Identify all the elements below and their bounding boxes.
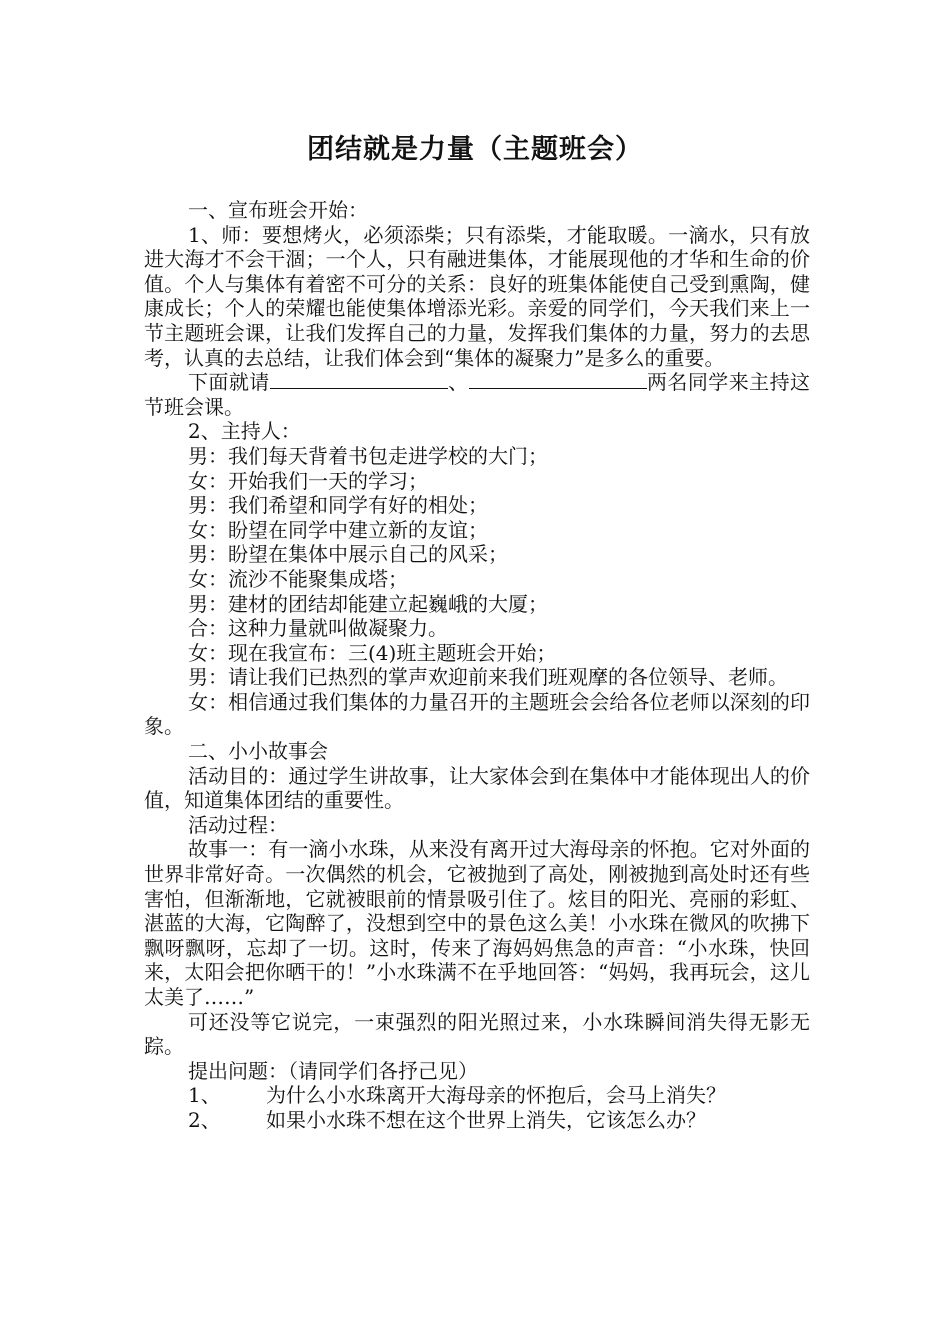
document-body (144, 198, 810, 1133)
activity-process-heading: 活动过程： (188, 812, 288, 837)
section-heading-story: 二、小小故事会 (188, 739, 328, 764)
dialogue-line: 女：相信通过我们集体的力量召开的主题班会会给各位老师以深刻的印象。 (144, 689, 810, 739)
question-text: 为什么小水珠离开大海母亲的怀抱后，会马上消失？ (266, 1083, 726, 1108)
host-invite-separator: 、 (447, 370, 469, 395)
dialogue-line: 男：我们希望和同学有好的相处； (188, 493, 488, 518)
story-one-paragraph: 故事一：有一滴小水珠，从来没有离开过大海母亲的怀抱。它对外面的世界非常好奇。一次偶然的机会，它被抛到了高处，刚被抛到高处时还有些害怕，但渐渐地，它就被眼前的情景吸引住了。炫目的阳光、亮丽的彩虹、湛蓝的大海，它陶醉了，没想到空中的景色这么美！小水珠在微风的吹拂下飘呀飘呀，忘却了一切。这时，传来了海妈妈焦急的声音：“小水珠，快回来，太阳会把你晒干的！”小水珠满不在乎地回答：“妈妈，我再玩会，这儿太美了……” (144, 837, 810, 1009)
question-number: 1、 (188, 1083, 221, 1108)
dialogue-line: 男：盼望在集体中展示自己的风采； (188, 542, 508, 567)
question-text: 如果小水珠不想在这个世界上消失，它该怎么办？ (266, 1107, 706, 1132)
document-title: 团结就是力量（主题班会） (307, 134, 643, 165)
question-number: 2、 (188, 1107, 221, 1132)
story-ending-paragraph: 可还没等它说完，一束强烈的阳光照过来，小水珠瞬间消失得无影无踪。 (144, 1009, 810, 1059)
host-invite-prefix: 下面就请 (188, 370, 270, 395)
dialogue-line: 男：我们每天背着书包走进学校的大门； (188, 443, 548, 468)
teacher-opening-paragraph: 1、师：要想烤火，必须添柴；只有添柴，才能取暖。一滴水，只有放进大海才不会干涸；一个人，只有融进集体，才能展现他的才华和生命的价值。个人与集体有着密不可分的关系：良好的班集体能使自己受到熏陶，健康成长；个人的荣耀也能使集体增添光彩。亲爱的同学们，今天我们来上一节主题班会课，让我们发挥自己的力量，发挥我们集体的力量，努力的去思考，认真的去总结，让我们体会到“集体的凝聚力”是多么的重要。 (144, 222, 810, 370)
dialogue-line: 男：请让我们已热烈的掌声欢迎前来我们班观摩的各位领导、老师。 (188, 665, 788, 690)
dialogue-line: 女：流沙不能聚集成塔； (188, 566, 408, 591)
dialogue-line: 女：现在我宣布：三(4)班主题班会开始； (188, 640, 557, 665)
dialogue-line: 男：建材的团结却能建立起巍峨的大厦； (188, 591, 548, 616)
section-heading-announce: 一、宣布班会开始： (188, 198, 368, 222)
host-name-blank-1 (270, 370, 448, 389)
dialogue-line: 女：盼望在同学中建立新的友谊； (188, 517, 488, 542)
host-invite-paragraph (144, 370, 810, 419)
host-heading: 2、主持人： (188, 419, 301, 444)
host-name-blank-2 (469, 370, 647, 389)
host-invite-suffix: 两名同学来主持这节班会课。 (144, 370, 811, 419)
question-item (144, 1083, 810, 1108)
dialogue-line: 女：开始我们一天的学习； (188, 468, 428, 493)
activity-purpose: 活动目的：通过学生讲故事，让大家体会到在集体中才能体现出人的价值，知道集体团结的重要性。 (144, 763, 810, 813)
question-item (144, 1108, 810, 1133)
questions-heading: 提出问题：（请同学们各抒己见） (188, 1058, 478, 1083)
dialogue-line: 合：这种力量就叫做凝聚力。 (188, 616, 448, 641)
